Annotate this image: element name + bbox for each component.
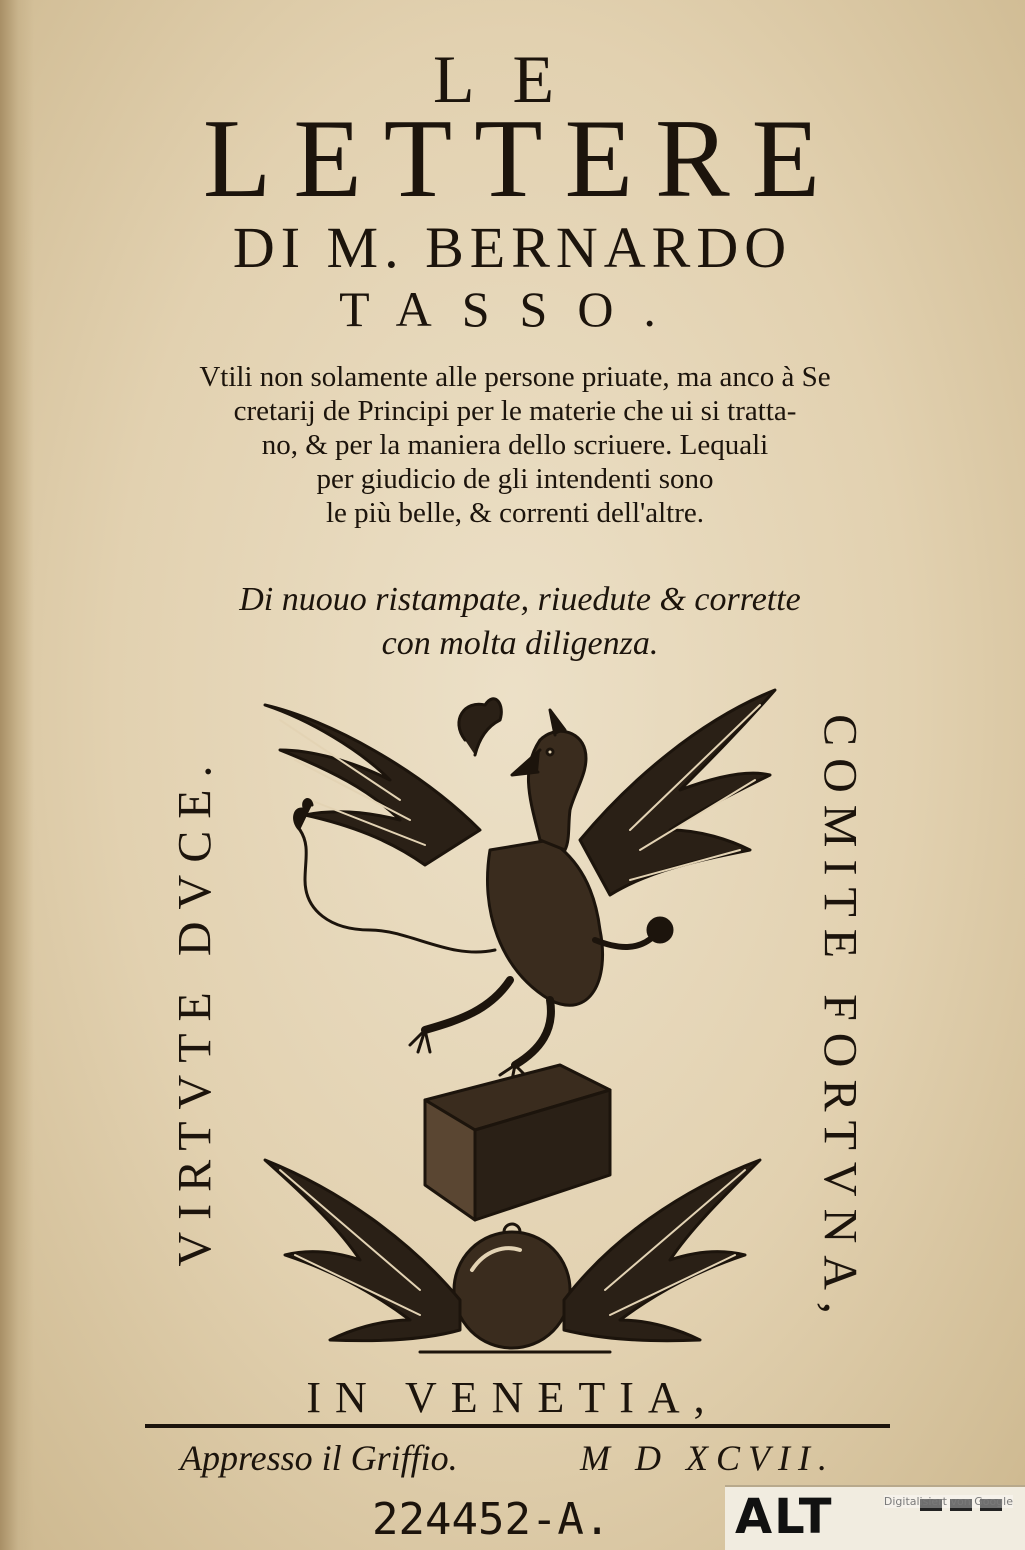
title-le: LE <box>432 41 593 117</box>
motto-left: VIRTVTE DVCE. <box>168 753 222 1267</box>
library-label-text: ALT <box>735 1489 834 1545</box>
imprint-place: IN VENETIA, <box>306 1373 719 1422</box>
description-line: cretarij de Principi per le materie che ui si tratta- <box>233 395 797 427</box>
shelfmark: 224452-A. <box>372 1494 611 1545</box>
imprint-year: M D XCVII. <box>580 1438 835 1478</box>
description-line: le più belle, & correnti dell'altre. <box>325 497 705 529</box>
description-line: no, & per la maniera dello scriuere. Lequali <box>261 429 769 461</box>
griffin-emblem-icon <box>250 680 790 1360</box>
title-author: DI M. BERNARDO <box>232 215 793 280</box>
digitization-watermark: Digitalisiert von Google <box>883 1495 1013 1508</box>
title-surname: TASSO. <box>339 281 686 337</box>
description-line: Vtili non solamente alle persone priuate, ma anco à Se <box>199 361 831 393</box>
description-block <box>100 360 930 530</box>
imprint-rule <box>145 1424 890 1428</box>
description-line: per giudicio de gli intendenti sono <box>316 463 714 495</box>
title-lettere: LETTERE <box>202 97 843 221</box>
edition-note-line: con molta diligenza. <box>381 625 659 662</box>
edition-note-line: Di nuouo ristampate, riuedute & corrette <box>239 581 801 618</box>
motto-right: COMITE FORTVNA, <box>813 714 867 1326</box>
edition-note <box>120 578 920 666</box>
imprint-printer: Appresso il Griffio. <box>180 1438 458 1478</box>
